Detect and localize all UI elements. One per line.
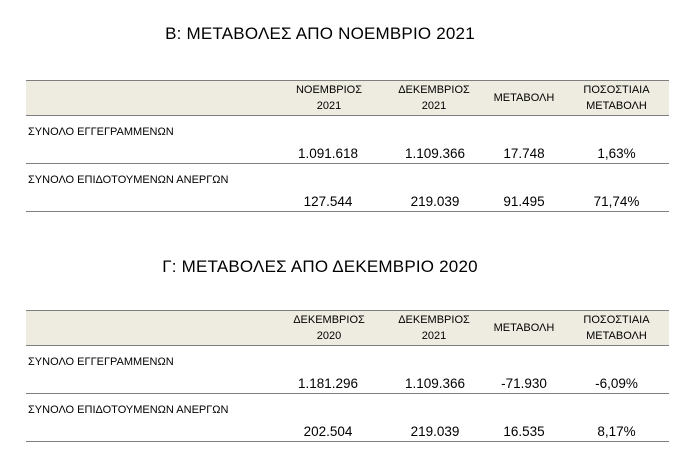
header-cell-percent-change: ΠΟΣΟΣΤΙΑΙΑ ΜΕΤΑΒΟΛΗ xyxy=(564,311,669,346)
header-cell-change: ΜΕΤΑΒΟΛΗ xyxy=(484,81,564,116)
row-label: ΣΥΝΟΛΟ ΕΓΓΕΓΡΑΜΜΕΝΩΝ xyxy=(26,116,274,164)
section-title-g: Γ: ΜΕΤΑΒΟΛΕΣ ΑΠΟ ΔΕΚΕΜΒΡΙΟ 2020 xyxy=(162,257,478,276)
cell-percent: 1,63% xyxy=(564,116,669,164)
table-row xyxy=(26,164,669,212)
header-cell-period-2: ΔΕΚΕΜΒΡΙΟΣ 2021 xyxy=(382,311,484,346)
table-row xyxy=(26,116,669,164)
cell-percent: -6,09% xyxy=(564,346,669,394)
row-label: ΣΥΝΟΛΟ ΕΠΙΔΟΤΟΥΜΕΝΩΝ ΑΝΕΡΓΩΝ xyxy=(26,394,274,442)
cell-value: 219.039 xyxy=(382,394,484,442)
cell-value: 1.091.618 xyxy=(274,116,382,164)
row-label: ΣΥΝΟΛΟ ΕΠΙΔΟΤΟΥΜΕΝΩΝ ΑΝΕΡΓΩΝ xyxy=(26,164,274,212)
row-label: ΣΥΝΟΛΟ ΕΓΓΕΓΡΑΜΜΕΝΩΝ xyxy=(26,346,274,394)
section-title-b: Β: ΜΕΤΑΒΟΛΕΣ ΑΠΟ ΝΟΕΜΒΡΙΟ 2021 xyxy=(165,24,475,43)
header-cell-percent-change: ΠΟΣΟΣΤΙΑΙΑ ΜΕΤΑΒΟΛΗ xyxy=(564,81,669,116)
header-cell-change: ΜΕΤΑΒΟΛΗ xyxy=(484,311,564,346)
cell-value: 1.109.366 xyxy=(382,116,484,164)
changes-table-b xyxy=(26,80,669,212)
cell-percent: 8,17% xyxy=(564,394,669,442)
cell-value: 1.109.366 xyxy=(382,346,484,394)
header-cell-period-2: ΔΕΚΕΜΒΡΙΟΣ 2021 xyxy=(382,81,484,116)
table-row xyxy=(26,394,669,442)
table-header-row xyxy=(26,311,669,346)
cell-change: 91.495 xyxy=(484,164,564,212)
table-header-row xyxy=(26,81,669,116)
header-cell-label xyxy=(26,311,274,346)
cell-value: 219.039 xyxy=(382,164,484,212)
cell-value: 1.181.296 xyxy=(274,346,382,394)
header-cell-label xyxy=(26,81,274,116)
cell-change: 17.748 xyxy=(484,116,564,164)
cell-change: -71.930 xyxy=(484,346,564,394)
cell-change: 16.535 xyxy=(484,394,564,442)
cell-value: 202.504 xyxy=(274,394,382,442)
cell-percent: 71,74% xyxy=(564,164,669,212)
header-cell-period-1: ΔΕΚΕΜΒΡΙΟΣ 2020 xyxy=(274,311,382,346)
header-cell-period-1: ΝΟΕΜΒΡΙΟΣ 2021 xyxy=(274,81,382,116)
table-row xyxy=(26,346,669,394)
changes-table-g xyxy=(26,310,669,442)
cell-value: 127.544 xyxy=(274,164,382,212)
